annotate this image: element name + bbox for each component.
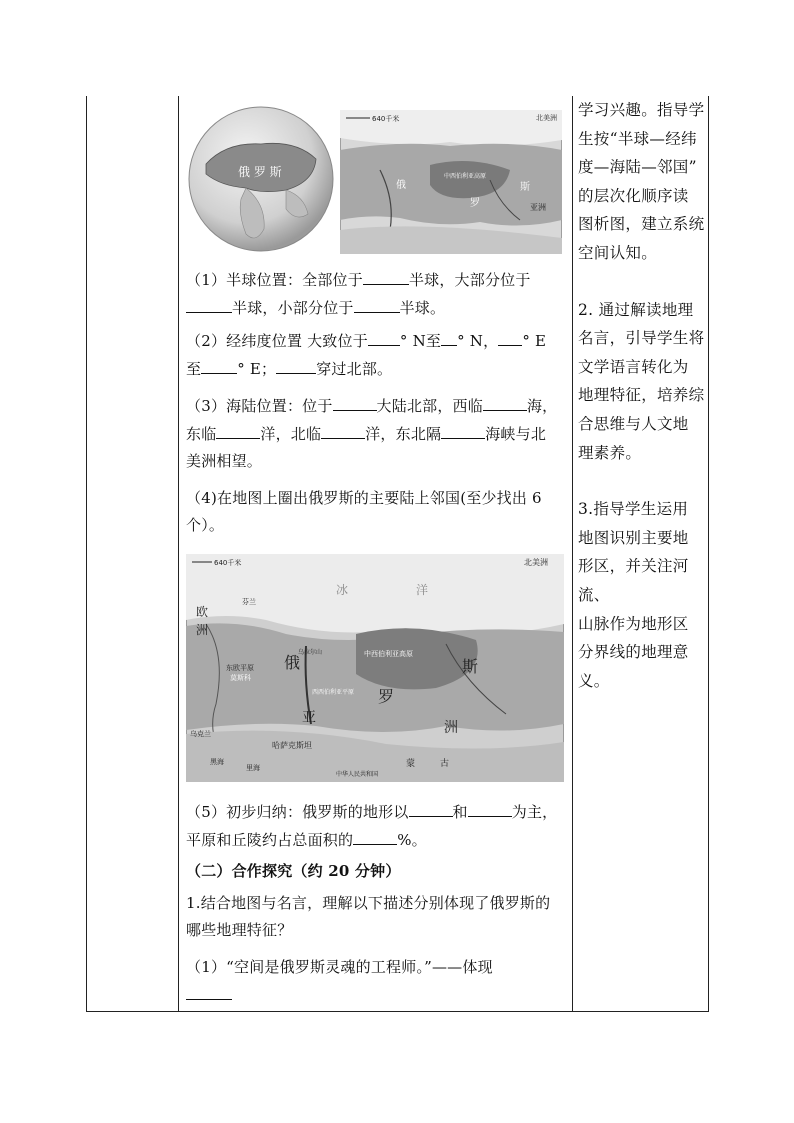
right-p3-line-2: 形区，并关注河流、	[578, 557, 689, 604]
large-map-label-5: 斯	[462, 657, 479, 676]
small-map-scale: 640千米	[372, 115, 400, 123]
large-map-label-16: 中华人民共和国	[336, 771, 379, 778]
q2-blank-5[interactable]	[276, 355, 316, 374]
q2-text-d: ° E	[522, 332, 547, 350]
small-map-label-5: 亚洲	[530, 203, 546, 212]
large-map-label-21: 黑海	[210, 758, 224, 766]
q2-blank-1[interactable]	[368, 327, 400, 346]
q3-text-c: 海，	[526, 397, 558, 415]
q3-text-h: 美洲相望。	[186, 452, 263, 470]
q5-text-e: %。	[397, 831, 427, 849]
q1-text-a: （1）半球位置：全部位于	[186, 271, 363, 289]
q3-text-f: 洋，东北隔	[365, 425, 442, 443]
table-left-border	[86, 96, 87, 1012]
q1-text-c: 半球，小部分位于	[232, 299, 354, 317]
right-p3-line-3: 山脉作为地形区	[578, 614, 689, 633]
table-col-divider-1	[178, 96, 179, 1012]
q5-blank-3[interactable]	[353, 826, 397, 845]
large-map-label-22: 里海	[246, 764, 260, 772]
right-p2-line-1: 名言，引导学生将	[578, 329, 705, 348]
task1-quote-text: （1）“空间是俄罗斯灵魂的工程师。”——体现	[186, 958, 493, 976]
q5-text-a: （5）初步归纳：俄罗斯的地形以	[186, 803, 409, 821]
q2-text-a: （2）经纬度位置 大致位于	[186, 332, 368, 350]
right-column-notes	[578, 96, 706, 695]
table-right-border	[708, 96, 709, 1012]
large-map-label-17: 乌拉尔山	[298, 649, 323, 656]
q3-text-d: 东临	[186, 425, 217, 443]
small-map-label-0: 北美洲	[536, 114, 557, 122]
q3-text-g: 海峡与北	[485, 425, 547, 443]
q4-line1: （4)在地图上圈出俄罗斯的主要陆上邻国(至少找出 6	[186, 489, 542, 507]
large-map-label-7: 洲	[196, 623, 209, 637]
q2-text-c: ° N，	[457, 332, 499, 350]
right-p2-line-2: 文学语言转化为	[578, 357, 689, 376]
q1-paragraph	[186, 266, 568, 322]
right-p3-line-4: 分界线的地理意	[578, 643, 689, 662]
q2-text-f: ° E；	[237, 360, 277, 378]
task1-quote	[186, 954, 568, 1009]
large-map-label-10: 中西伯利亚高原	[364, 650, 413, 658]
task1-blank[interactable]	[186, 981, 232, 1000]
q4-paragraph	[186, 485, 568, 539]
q2-blank-2[interactable]	[441, 327, 457, 346]
globe-label: 俄 罗 斯	[238, 165, 282, 179]
large-map-label-20: 乌克兰	[190, 730, 211, 738]
q3-text-e: 洋，北临	[260, 425, 322, 443]
q1-blank-1[interactable]	[363, 266, 409, 285]
q1-blank-2[interactable]	[186, 294, 232, 313]
small-map-label-3: 斯	[520, 182, 530, 193]
right-p2-line-0: 2. 通过解读地理	[578, 300, 694, 319]
large-map-label-18: 莫斯科	[230, 674, 251, 682]
large-map-label-6: 欧	[196, 605, 209, 619]
table-bottom-border	[86, 1011, 709, 1012]
large-map-label-14: 蒙	[406, 759, 416, 769]
q1-text-b: 半球，大部分位于	[408, 271, 531, 289]
right-p1-line-1: 生按“半球—经纬	[578, 129, 697, 148]
right-p1-line-5: 空间认知。	[578, 243, 658, 262]
q3-blank-5[interactable]	[441, 420, 485, 439]
q2-blank-3[interactable]	[498, 327, 522, 346]
large-map-label-9: 洲	[444, 720, 458, 736]
q3-blank-2[interactable]	[483, 392, 527, 411]
q3-text-b: 大陆北部，西临	[376, 397, 483, 415]
q5-text-b: 和	[452, 803, 468, 821]
right-p1-line-4: 图析图，建立系统	[578, 215, 705, 234]
right-p1-line-2: 度—海陆—邻国”	[578, 158, 697, 177]
q3-blank-4[interactable]	[321, 420, 365, 439]
task1-line2: 哪些地理特征？	[186, 921, 293, 939]
large-map-label-2: 洋	[416, 583, 429, 597]
right-p3-line-0: 3.指导学生运用	[578, 500, 689, 519]
q3-blank-3[interactable]	[216, 420, 260, 439]
globe-image	[186, 104, 336, 254]
large-map-label-0: 北美洲	[524, 558, 548, 567]
right-p2-line-5: 理素养。	[578, 443, 642, 462]
q1-blank-3[interactable]	[354, 294, 400, 313]
right-p1-line-0: 学习兴趣。指导学	[578, 101, 705, 119]
large-map-label-3: 俄	[284, 653, 301, 672]
task1-paragraph	[186, 890, 568, 944]
q5-paragraph	[186, 798, 568, 854]
russia-terrain-map	[186, 554, 564, 782]
q2-text-b: ° N至	[399, 332, 442, 350]
right-p3-line-5: 义。	[578, 671, 610, 690]
q3-paragraph	[186, 392, 568, 475]
section-2-title: （二）合作探究（约 20 分钟）	[186, 862, 401, 880]
right-p2-line-3: 地理特征，培养综	[578, 386, 705, 405]
large-map-label-1: 冰	[336, 583, 349, 597]
small-map-label-1: 俄	[396, 180, 406, 191]
q3-text-a: （3）海陆位置：位于	[186, 397, 333, 415]
large-map-label-4: 罗	[378, 687, 395, 706]
large-map-label-11: 西西伯利亚平原	[312, 689, 355, 696]
q2-text-e: 至	[186, 360, 202, 378]
large-map-scale: 640千米	[214, 559, 242, 567]
q2-paragraph	[186, 327, 568, 383]
small-map-label-4: 中西伯利亚高原	[444, 173, 487, 180]
large-map-label-13: 哈萨克斯坦	[272, 741, 312, 750]
q5-blank-2[interactable]	[468, 798, 512, 817]
q4-line2: 个）。	[186, 516, 225, 534]
russia-map-small	[340, 110, 562, 254]
q2-text-g: 穿过北部。	[316, 360, 393, 378]
q5-blank-1[interactable]	[409, 798, 453, 817]
right-p1-line-3: 的层次化顺序读	[578, 186, 689, 205]
large-map-label-12: 东欧平原	[226, 664, 254, 672]
right-p2-line-4: 合思维与人文地	[578, 414, 689, 433]
q3-blank-1[interactable]	[333, 392, 377, 411]
large-map-label-15: 古	[440, 759, 450, 769]
large-map-label-8: 亚	[302, 710, 316, 726]
q5-text-c: 为主，	[511, 803, 558, 821]
q1-text-d: 半球。	[399, 299, 446, 317]
table-col-divider-2	[572, 96, 573, 1012]
right-p3-line-1: 地图识别主要地	[578, 528, 689, 547]
small-map-label-2: 罗	[470, 198, 480, 209]
large-map-label-19: 芬兰	[242, 598, 256, 606]
task1-line1: 1.结合地图与名言，理解以下描述分别体现了俄罗斯的	[186, 894, 551, 912]
q2-blank-4[interactable]	[201, 355, 237, 374]
q5-text-d: 平原和丘陵约占总面积的	[186, 831, 354, 849]
